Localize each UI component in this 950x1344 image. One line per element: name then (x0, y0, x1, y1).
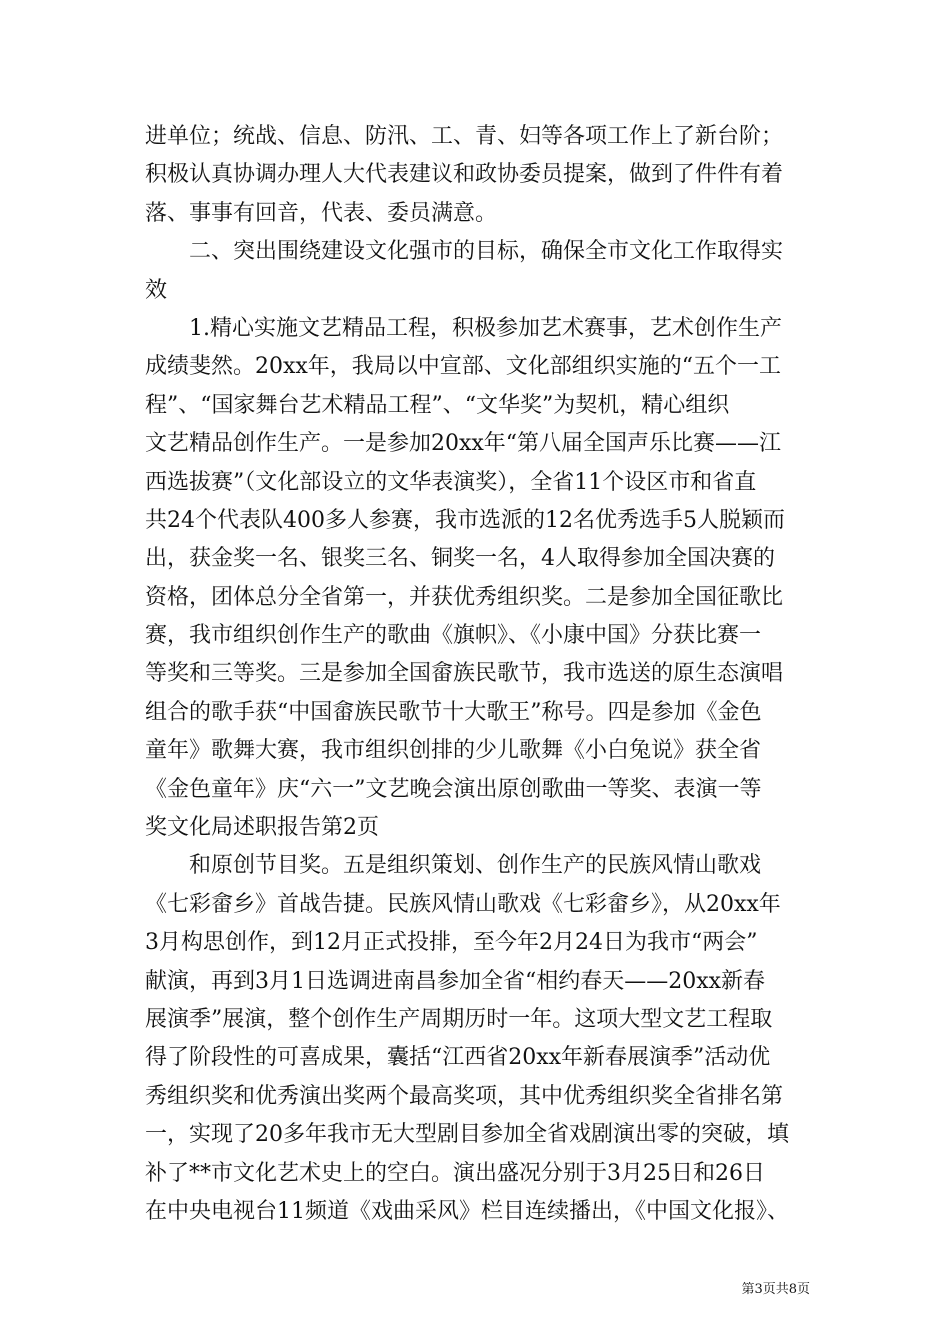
text-line: 积极认真协调办理人大代表建议和政协委员提案，做到了件件有着 (145, 162, 784, 188)
text-line: 献演，再到3月1日选调进南昌参加全省“相约春天——20xx新春 (145, 968, 766, 994)
text-line: 和原创节目奖。五是组织策划、创作生产的民族风情山歌戏 (145, 853, 762, 879)
text-line: 共24个代表队400多人参赛，我市选派的12名优秀选手5人脱颖而 (145, 507, 785, 533)
text-line: 童年》歌舞大赛，我市组织创排的少儿歌舞《小白兔说》获全省 (145, 738, 762, 764)
text-line: 效 (145, 277, 168, 303)
text-line: 二、突出围绕建设文化强市的目标，确保全市文化工作取得实 (145, 239, 784, 265)
text-line: 落、事事有回音，代表、委员满意。 (145, 200, 498, 226)
text-line: 补了**市文化艺术史上的空白。演出盛况分别于3月25日和26日 (145, 1160, 765, 1186)
text-line: 赛，我市组织创作生产的歌曲《旗帜》、《小康中国》分获比赛一 (145, 623, 762, 649)
text-line: 在中央电视台11频道《戏曲采风》栏目连续播出，《中国文化报》、 (145, 1198, 789, 1224)
text-line: 西选拔赛”（文化部设立的文华表演奖），全省11个设区市和省直 (145, 469, 757, 495)
text-line: 《七彩畲乡》首战告捷。民族风情山歌戏《七彩畲乡》，从20xx年 (145, 891, 781, 917)
text-line: 组合的歌手获“中国畲族民歌节十大歌王”称号。四是参加《金色 (145, 699, 762, 725)
body-text (145, 118, 809, 1231)
text-line: 一，实现了20多年我市无大型剧目参加全省戏剧演出零的突破，填 (145, 1122, 789, 1148)
text-line: 奖文化局述职报告第2页 (145, 815, 379, 841)
text-line: 文艺精品创作生产。一是参加20xx年“第八届全国声乐比赛——江 (145, 431, 782, 457)
text-line: 程”、“国家舞台艺术精品工程”、“文华奖”为契机，精心组织 (145, 392, 730, 418)
page-number: 第3页共8页 (741, 1282, 810, 1297)
text-line: 《金色童年》庆“六一”文艺晚会演出原创歌曲一等奖、表演一等 (145, 776, 762, 802)
text-line: 成绩斐然。20xx年，我局以中宣部、文化部组织实施的“五个一工 (145, 354, 782, 380)
text-line: 得了阶段性的可喜成果，囊括“江西省20xx年新春展演季”活动优 (145, 1045, 771, 1071)
text-line: 等奖和三等奖。三是参加全国畲族民歌节，我市选送的原生态演唱 (145, 661, 784, 687)
text-line: 秀组织奖和优秀演出奖两个最高奖项，其中优秀组织奖全省排名第 (145, 1083, 784, 1109)
text-line: 进单位；统战、信息、防汛、工、青、妇等各项工作上了新台阶； (145, 124, 784, 149)
text-line: 1.精心实施文艺精品工程，积极参加艺术赛事，艺术创作生产 (145, 315, 782, 341)
text-line: 3月构思创作，到12月正式投排，至今年2月24日为我市“两会” (145, 930, 758, 956)
text-line: 出，获金奖一名、银奖三名、铜奖一名，4人取得参加全国决赛的 (145, 546, 775, 572)
text-line: 资格，团体总分全省第一，并获优秀组织奖。二是参加全国征歌比 (145, 584, 784, 610)
text-line: 展演季”展演，整个创作生产周期历时一年。这项大型文艺工程取 (145, 1006, 773, 1032)
